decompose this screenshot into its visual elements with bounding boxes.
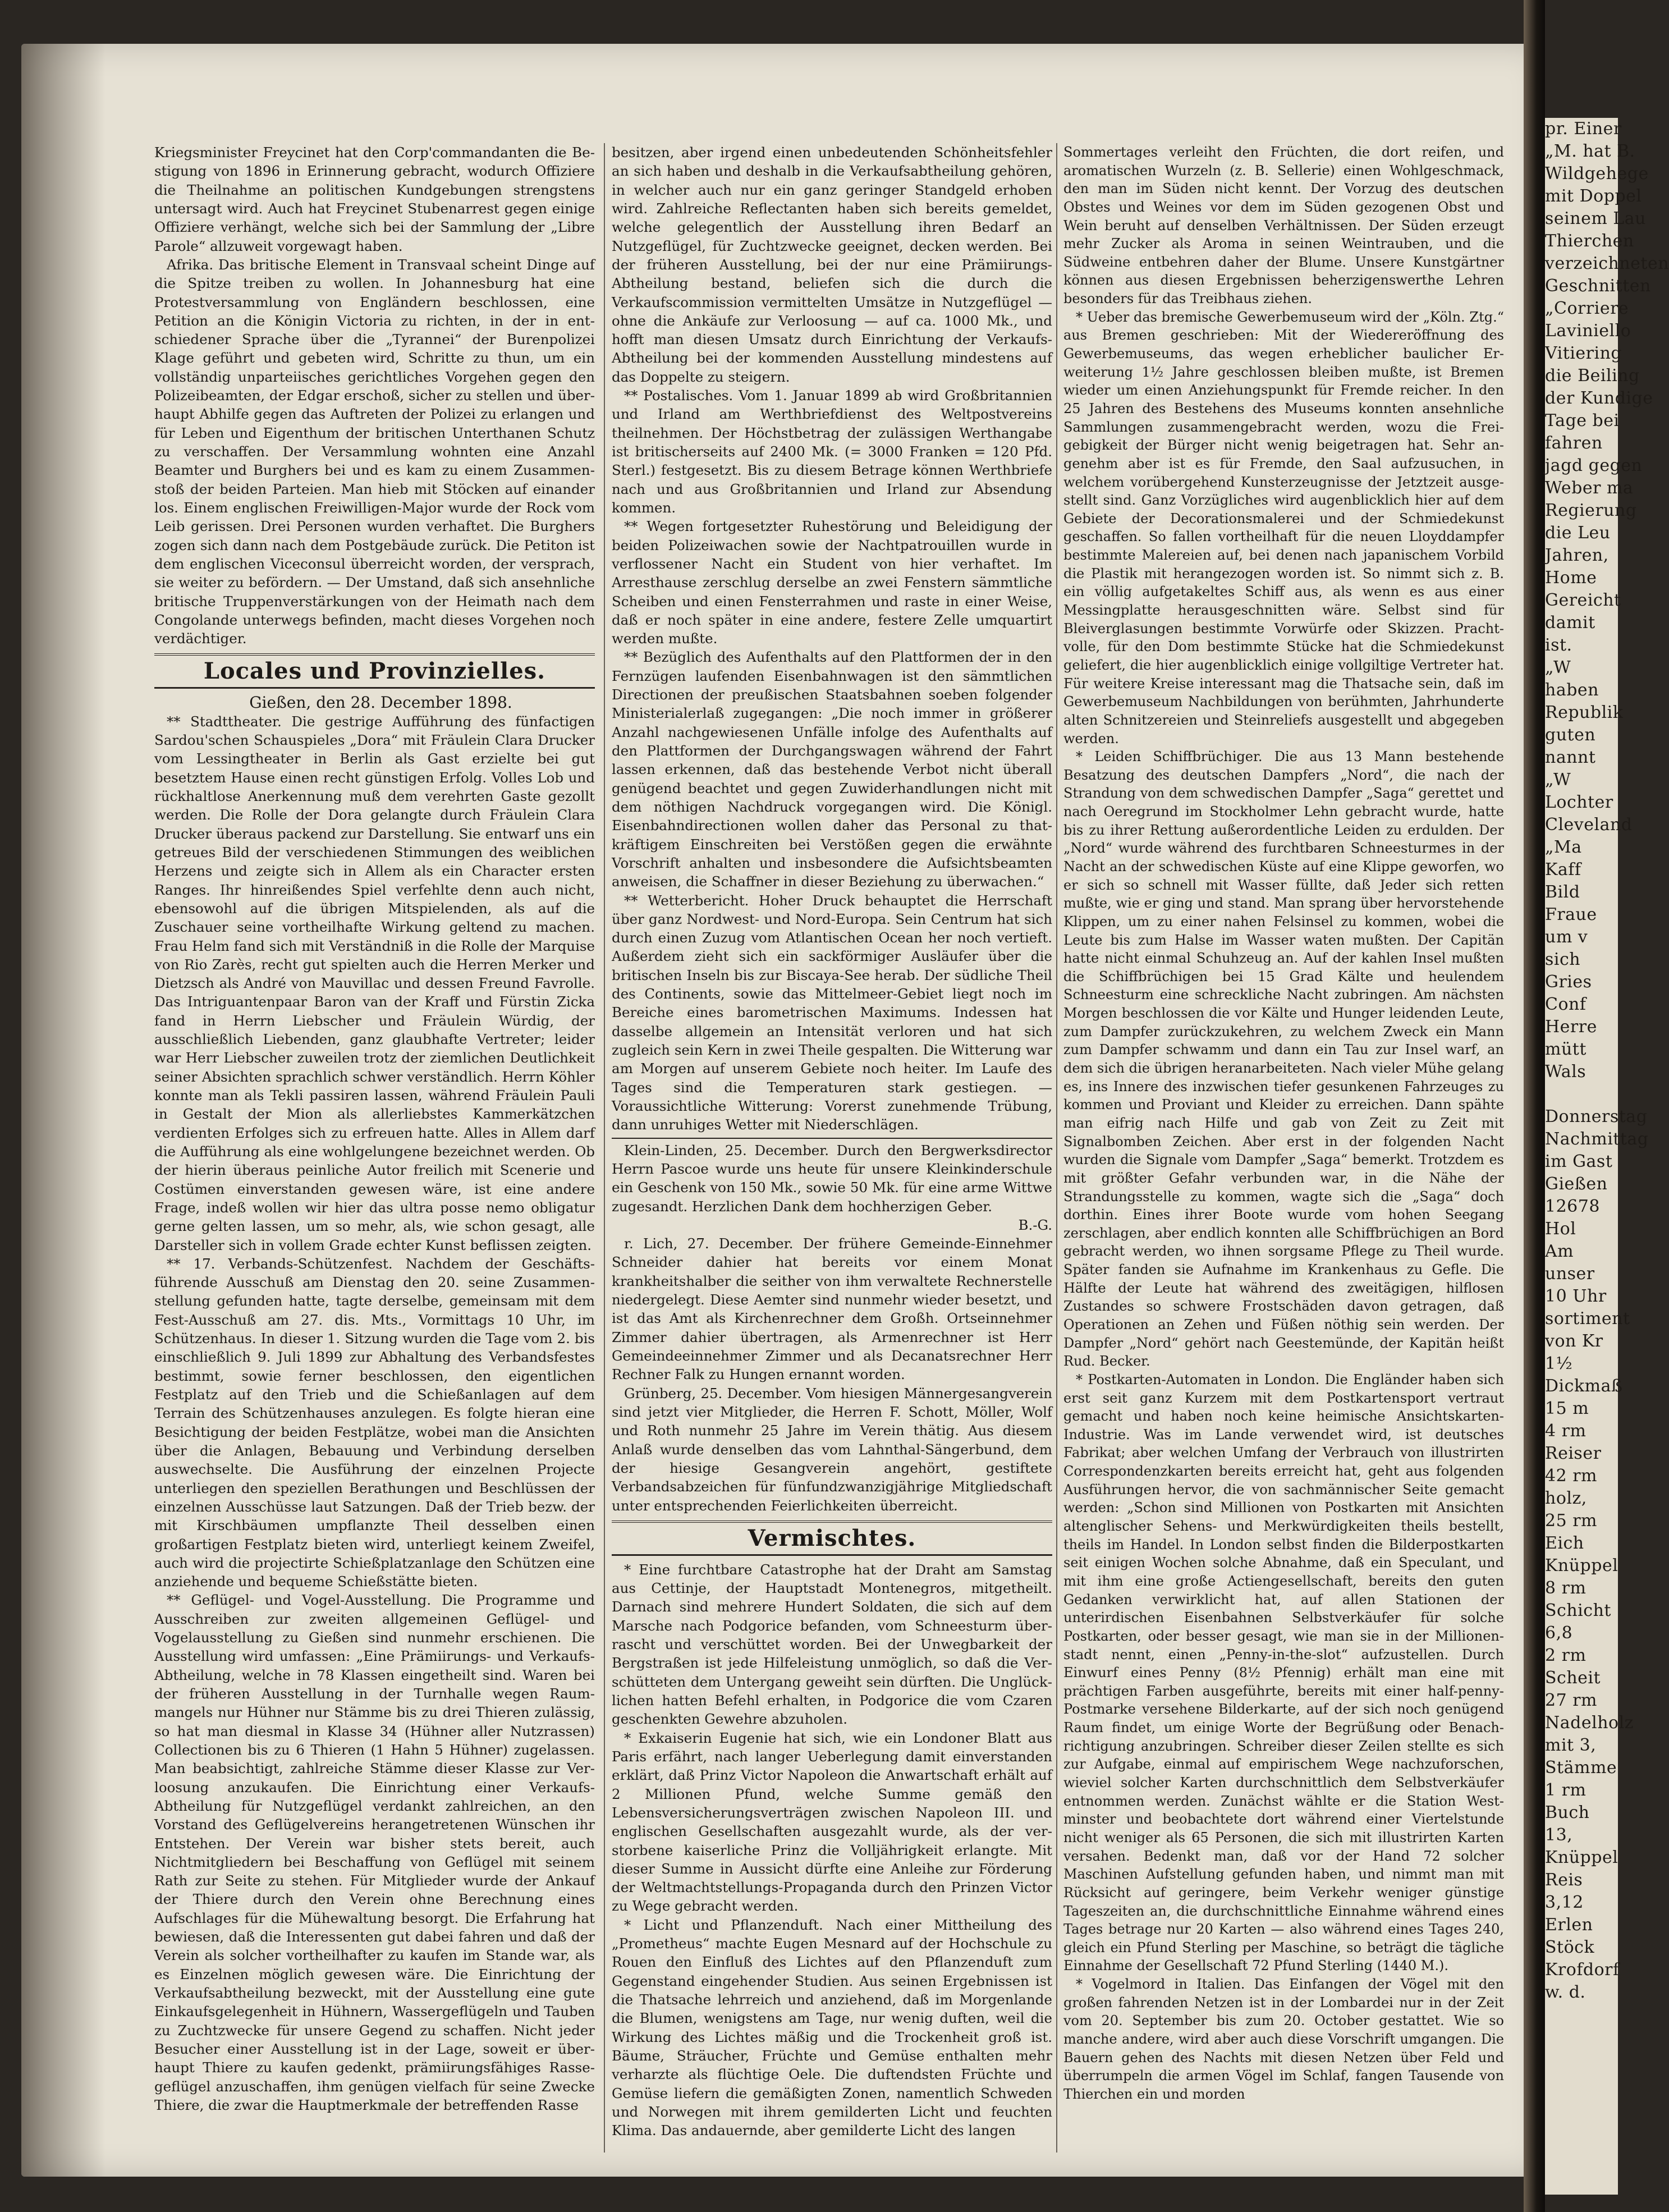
- facing-page-line: Reis: [1545, 1870, 1583, 1890]
- facing-page-line: 3,12: [1545, 1893, 1584, 1912]
- facing-page-line: 42 rm: [1545, 1466, 1597, 1486]
- facing-page-line: Am: [1545, 1242, 1574, 1261]
- facing-page-line: die Beiling: [1545, 366, 1640, 386]
- facing-page-line: fahren: [1545, 433, 1603, 453]
- article-freycinet: Kriegsminister Freycinet hat den Corp'commandanten die Bestigung von 1896 in Erinnerung gebracht, wodurch Offiziere die Theilnahme an politischen Kundgebungen strengstens untersagt wird. Auch hat Freycinet Stubenarrest gegen einige Offiziere verhängt, welche sich bei der Sammlung der „Libre Parole“ allzuweit vorgewagt haben.: [154, 144, 595, 254]
- facing-page-line: Schicht: [1545, 1601, 1611, 1620]
- facing-page-line: Bild: [1545, 882, 1580, 902]
- facing-page-line: Stöck: [1545, 1938, 1595, 1957]
- facing-page-line: Thierchen: [1545, 231, 1634, 251]
- facing-page-line: 1½: [1545, 1354, 1573, 1373]
- facing-page-line: „Corriere: [1545, 299, 1629, 318]
- section-heading-locales: Locales und Provinzielles.: [154, 653, 595, 689]
- article-ruhestoerung: ** Wegen fortgesetzter Ruhestörung und Beleidigung der beiden Polizeiwachen sowie der Nachtpatrouillen wurde in verflossener Nacht ein Student von hier verhaftet. Im Arresthause zerschlug derselbe an zwei Fenstern sämmtliche Scheiben und einen Fensterrahmen und raste in einer Weise, daß er noch später in eine andere, festere Zelle umquartirt werden mußte.: [612, 518, 1052, 647]
- article-pflanzenduft: * Licht und Pflanzenduft. Nach einer Mittheilung des „Prometheus“ machte Eugen Mesnard auf der Hochschule zu Rouen den Einfluß des Lichtes auf den Pflanzenduft zum Gegenstand eingehender Studien. Aus seinen Ergebnissen ist die Thatsache lehrreich und anziehend, daß im Morgenlande die Blumen, wenigstens am Tage, nur wenig duften, weil die Wirkung des Lichtes mäßig und die Trockenheit groß ist. Bäume, Sträucher, Früchte und Gemüse enthalten mehr verharzte als flüchtige Oele. Die duftendsten Früchte und Gemüse liefern die gemäßigten Zonen, namentlich Schweden und Norwegen mit ihrem gemilderten Licht und feuchten Klima. Das andauernde, aber gemilderte Licht des langen: [612, 1916, 1052, 2139]
- facing-page-line: Buch: [1545, 1803, 1590, 1822]
- facing-page-line: Republik: [1545, 703, 1624, 722]
- column-2: [612, 143, 1052, 2153]
- facing-page-line: nannt: [1545, 748, 1596, 767]
- facing-page-line: Tage bei: [1545, 411, 1620, 431]
- article-gruenberg: Grünberg, 25. December. Vom hiesigen Männergesangverein sind jetzt vier Mitglieder, die Herren F. Schott, Möller, Wolf und Roth nunmehr 25 Jahre im Verein thätig. Aus diesem Anlaß wurde denselben das vom Lahnthal-Sängerbund, dem der hiesige Gesangverein angehört, gestiftete Verbandsabzeichen für fünfundzwanzigjährige Mitgliedschaft unter entsprechenden Feierlichkeiten überreicht.: [612, 1385, 1052, 1514]
- facing-page-line: mit 3,: [1545, 1735, 1597, 1755]
- dateline-giessen: Gießen, den 28. December 1898.: [249, 693, 512, 712]
- article-stadttheater: ** Stadttheater. Die gestrige Aufführung des fünfactigen Sardou'schen Schauspieles „Dora“ mit Fräulein Clara Drucker vom Lessingtheater in Berlin als Gast erzielte bei gut besetztem Hause einen recht günstigen Erfolg. Volles Lob und rückhaltlose Anerkennung muß dem verehrten Gaste gezollt werden. Die Rolle der Dora gelangte durch Fräulein Clara Drucker überaus packend zur Darstellung. Sie entwarf uns ein getreues Bild der verschiedenen Stimmungen des weiblichen Herzens und zeigte sich in Allem als ein Character ersten Ranges. Ihr hinreißendes Spiel verfehlte denn auch nicht, ebensowohl auf die übrigen Mitspielenden, als auf die Zuschauer seine vortheilhafte Wirkung geltend zu machen. Frau Helm fand sich mit Verständniß in die Rolle der Marquise von Rio Zarès, recht gut spielten auch die Herren Merker und Dietzsch als André von Mauvillac und dessen Freund Favrolle. Das Intriguantenpaar Baron van der Kraff und Fürstin Zicka fand in Herrn Liebscher und Fräulein Würdig, der ausschließlich Liebenden, ganz glaubhafte Vertreter; leider war Herr Liebscher zuweilen trotz der ziemlichen Deutlichkeit seiner Absichten sprachlich schwer verständlich. Herrn Köhler konnte man als Tekli passiren lassen, während Fräulein Pauli in Gestalt der Mion als allerliebstes Kammerkätzchen verdienten Erfolges sich zu erfreuen hatte. Alles in Allem darf die Aufführung als eine wohlgelungene bezeichnet werden. Ob der hierin überaus peinliche Autor freilich mit Scenerie und Costümen einverstanden gewesen wäre, ist eine andere Frage, indeß wollen wir hier das ultra posse nemo obligatur gerne gelten lassen, um so mehr, als, wie schon gesagt, alle Darsteller sich in vollem Grade echter Kunst beflissen zeigten.: [154, 713, 595, 1253]
- article-postkarten: * Postkarten-Automaten in London. Die Engländer haben sich erst seit ganz Kurzem mit dem Postkartensport vertraut gemacht und haben noch keine heimische Ansichtskarten-Industrie. Was im Lande verwendet wird, ist deutsches Fabrikat; aber welchen Umfang der Verbrauch von illustrirten Correspondenzkarten bereits erreicht hat, geht aus folgenden Ausführungen hervor, die von sachmännischer Seite gemacht werden: „Schon sind Millionen von Postkarten mit Ansichten altenglischer Sehens- und Merkwürdigkeiten theils bestellt, theils im Handel. In London selbst finden die Bilderpostkarten seit einigen Wochen solche Abnahme, daß ein Speculant, und mit ihm eine große Actiengesellschaft, bereits den guten Gedanken verwirklicht hat, auf allen Stationen der unterirdischen Eisenbahnen Selbstverkäufer für solche Postkarten, oder besser gesagt, wie man sie in der Millionenstadt nennt, einen „Penny-in-the-slot“ aufzustellen. Durch Einwurf eines Penny (8½ Pfennig) erhält man eine mit prächtigen Farben ausgeführte, bereits mit einer half-penny-Postmarke versehene Bilderkarte, auf der sich noch genügend Raum findet, um einige Worte der Begrüßung oder Benachrichtigung anzubringen. Schreiber dieser Zeilen stellte es sich zur Aufgabe, einmal auf empirischem Wege nachzuforschen, wieviel solcher Karten durchschnittlich dem Selbstverkäufer entnommen werden. Zunächst wählte er die Station Westminster und beobachtete dort während einer Viertelstunde nicht weniger als 65 Personen, die sich mit illustrirten Karten versahen. Bedenkt man, daß vor der Hand 72 solcher Maschinen Aufstellung gefunden haben, und nimmt man mit Rücksicht auf geringere, beim Verkehr weniger günstige Tageszeiten an, die durchschnittliche Einnahme während eines Tages betrage nur 20 Karten — also während eines Tages 240, gleich ein Pfund Sterling per Maschine, so beträgt die tägliche Einnahme der Gesellschaft 72 Pfund Sterling (1440 M.).: [1063, 1371, 1504, 1974]
- facing-page-line: Herre: [1545, 1017, 1597, 1037]
- book-gutter: [1524, 0, 1545, 2212]
- facing-page-line: Jahren,: [1545, 546, 1609, 565]
- article-klein-linden: Klein-Linden, 25. December. Durch den Bergwerksdirector Herrn Pascoe wurde uns heute für unsere Kleinkinderschule ein Geschenk von 150 Mk., sowie 50 Mk. für eine arme Wittwe zugesandt. Herzlichen Dank dem hochherzigen Geber.: [612, 1142, 1052, 1215]
- facing-page-line: Eich: [1545, 1533, 1584, 1553]
- facing-page-line: Fraue: [1545, 905, 1597, 924]
- article-gewerbemuseum: * Ueber das bremische Gewerbemuseum wird der „Köln. Ztg.“ aus Bremen geschrieben: Mit der Wiedereröffnung des Gewerbemuseums, das wegen erheblicher baulicher Erweiterung 1½ Jahre geschlossen bleiben mußte, ist Bremen wieder um einen Anziehungspunkt für Fremde reicher. In den 25 Jahren des Bestehens des Museums konnten ansehnliche Sammlungen zusammengebracht werden, wozu die Freigebigkeit der Bürger nicht wenig beigetragen hat. Sehr angenehm aber ist es für Fremde, den Saal aufzusuchen, in welchem vorübergehend Kunsterzeugnisse der Jetztzeit ausgestellt sind. Ganz Vorzügliches wird augenblicklich hier auf dem Gebiete der Decorationsmalerei und der Schmiedekunst geschaffen. So fallen vortheilhaft für die neuen Lloyddampfer bestimmte Malereien auf, bei denen nach japanischem Vorbild die Plastik mit herangezogen worden ist. So nimmt sich z. B. ein völlig aufgetakeltes Schiff aus, als wenn es aus einer Messingplatte herausgeschnitten wäre. Selbst sind für Bleiverglasungen bestimmte Vorwürfe oder Skizzen. Prachtvolle, für den Dom bestimmte Stücke hat die Schmiedekunst geliefert, die hier augenblicklich einige vollgiltige Vertreter hat. Für weitere Kreise interessant mag die Thatsache sein, daß im Gewerbemuseum Nachbildungen von berühmten, Jahrhunderte alten Schnitzereien und Steinreliefs ausgestellt und abgegeben werden.: [1063, 309, 1504, 747]
- facing-page-line: 12678: [1545, 1197, 1600, 1216]
- article-wetterbericht: ** Wetterbericht. Hoher Druck behauptet die Herrschaft über ganz Nordwest- und Nord-Europa. Sein Centrum hat sich durch einen Zuzug vom Atlantischen Ocean her noch vertieft. Außerdem zieht sich ein sackförmiger Ausläufer über die britischen Inseln bis zur Biscaya-See herab. Der südliche Theil des Continents, sowie das Mittelmeer-Gebiet liegt noch im Bereiche eines barometrischen Maximums. Indessen hat dasselbe allgemein an Intensität verloren und hat sich zugleich sein Kern in zwei Theile gespalten. Die Witterung war am Morgen auf unserem Gebiete noch heiter. Im Laufe des Tages sind die Temperaturen stark gestiegen. — Voraussichtliche Witterung: Vorerst zunehmende Trübung, dann unruhiges Wetter mit Niederschlägen.: [612, 892, 1052, 1133]
- article-schiffbruechige: * Leiden Schiffbrüchiger. Die aus 13 Mann bestehende Besatzung des deutschen Dampfers „Nord“, die nach der Strandung von dem schwedischen Dampfer „Saga“ gerettet und nach Oeregrund im Stockholmer Lehn gebracht wurde, hatte bis zu ihrer Rettung außerordentliche Leiden zu erdulden. Der „Nord“ wurde während des furchtbaren Schneesturmes in der Nacht an der schwedischen Küste auf eine Klippe geworfen, wo er sich so schnell mit Wasser füllte, daß Jeder sich retten mußte, wie er ging und stand. Man sprang über hervorstehende Klippen, um zu einer nahen Felsinsel zu kommen, wobei die Leute bis zum Halse im Wasser waten mußten. Der Capitän hatte nicht einmal Schuhzeug an. Auf der kahlen Insel mußten die Schiffbrüchigen bei 15 Grad Kälte und heulendem Schneesturm eine schreckliche Nacht zubringen. Am nächsten Morgen beschlossen die vor Kälte und Hunger leidenden Leute, zum Dampfer zurückzukehren, zu welchem Zweck ein Mann zum Dampfer schwamm und dann ein Tau zur Insel warf, an dem sich die übrigen heranarbeiteten. Nach vieler Mühe gelang es, ins Innere des inzwischen tiefer gesunkenen Fahrzeuges zu kommen und Proviant und Kleider zu erreichen. Dann spähte man eifrig nach Hilfe und gab von Zeit zu Zeit mit Signalbomben Zeichen. Aber erst in der folgenden Nacht wurden die Signale vom Dampfer „Saga“ bemerkt. Trotzdem es mit größter Gefahr verbunden war, in die Nähe der Strandungsstelle zu kommen, wagte sich die „Saga“ doch dorthin. Eines ihrer Boote wurde vom hohen Seegang zerschlagen, aber endlich konnten alle Schiffbrüchigen an Bord gebracht werden, wo ihnen sorgsame Pflege zu Theil wurde. Später fanden sie Aufnahme im Krankenhaus zu Gefle. Die Hälfte der Leute hat während des zweitägigen, hilflosen Zustandes so schwere Frostschäden davon getragen, daß Operationen an Zehen und Füßen nöthig sein werden. Der Dampfer „Nord“ gehört nach Geestemünde, der Kapitän heißt Rud. Becker.: [1063, 749, 1504, 1370]
- facing-page-line: 1 rm: [1545, 1780, 1587, 1800]
- facing-page-line: w. d.: [1545, 1982, 1586, 2002]
- facing-page-line: Lochter: [1545, 793, 1613, 812]
- facing-page-line: Kaff: [1545, 860, 1581, 880]
- facing-page-line: 13,: [1545, 1825, 1573, 1845]
- facing-page-line: Krofdorf: [1545, 1960, 1620, 1980]
- facing-page-line: 15 m: [1545, 1399, 1589, 1418]
- facing-page-line: haben: [1545, 680, 1599, 700]
- facing-page-line: Reiser: [1545, 1444, 1602, 1463]
- facing-page-line: guten: [1545, 725, 1596, 745]
- signature: B.-G.: [1018, 1216, 1052, 1233]
- facing-page-line: Nadelholz: [1545, 1713, 1634, 1733]
- article-eugenie: * Exkaiserin Eugenie hat sich, wie ein Londoner Blatt aus Paris erfährt, nach langer Ueberlegung damit einverstanden erklärt, daß Prinz Victor Napoleon die Anwartschaft erhält auf 2 Millionen Pfund, welche Summe gemäß den Lebensversicherungsverträgen zwischen Napoleon III. und englischen Gesellschaften ausgezahlt wurde, als der verstorbene kaiserliche Prinz die Volljährigkeit erlangte. Mit dieser Summe in Aussicht dürfte eine Anleihe zur Förderung der Weltmachtstellungs-Propaganda durch den Prinzen Victor zu Wege gebracht werden.: [612, 1729, 1052, 1915]
- facing-page-line: 8 rm: [1545, 1578, 1587, 1598]
- facing-page-line: Conf: [1545, 995, 1587, 1014]
- article-postalisches: ** Postalisches. Vom 1. Januar 1899 ab wird Großbritannien und Irland am Werthbriefdienst des Weltpostvereins theilnehmen. Der Höchstbetrag der zulässigen Werthangabe ist britischerseits auf 2400 Mk. (= 3000 Franken = 120 Pfd. Sterl.) festgesetzt. Bis zu diesem Betrage können Werthbriefe nach und aus Großbritannien und Irland zur Absendung kommen.: [612, 387, 1052, 516]
- facing-page-line: „Ma: [1545, 837, 1582, 857]
- facing-page-line: die Leu: [1545, 523, 1611, 543]
- article-vogelmord: * Vogelmord in Italien. Das Einfangen der Vögel mit den großen fahrenden Netzen ist in der Lombardei nur in der Zeit vom 20. September bis zum 20. October gestattet. Wie so manche andere, wird aber auch diese Vorschrift umgangen. Die Bauern gehen des Nachts mit diesen Netzen über Feld und überrumpeln die armen Vögel im Schlaf, fangen Tausende von Thierchen ein und morden: [1063, 1976, 1504, 2102]
- facing-page-line: pr. Einer: [1545, 119, 1622, 139]
- facing-page-line: jagd gegen: [1545, 456, 1643, 475]
- article-catastrophe: * Eine furchtbare Catastrophe hat der Draht am Samstag aus Cettinje, der Hauptstadt Montenegros, mitgetheilt. Darnach sind mehrere Hundert Soldaten, die sich auf dem Marsche nach Podgorice befanden, vom Schneesturm überrascht und verschüttet worden. Bei der Unwegbarkeit der Bergstraßen ist jede Hilfeleistung unmöglich, so daß die Verschütteten dem Untergang geweiht sein dürften. Die Unglücklichen hatten Befehl erhalten, in Podgorice die vom Czaren geschenkten Gewehre abzuholen.: [612, 1561, 1052, 1728]
- facing-page-line: Gereicht: [1545, 590, 1621, 610]
- article-lich: r. Lich, 27. December. Der frühere Gemeinde-Einnehmer Schneider dahier hat bereits vor einem Monat krankheitshalber die seither von ihm verwaltete Rechnerstelle niedergelegt. Diese Aemter sind nunmehr wieder besetzt, und ist das Amt als Kirchenrechner dem Großh. Ortseinnehmer Zimmer dahier übertragen, als Armenrechner ist Herr Gemeindeeinnehmer Zimmer und als Decanatsrechner Herr Rechner Falk zu Hungen ernannt worden.: [612, 1235, 1052, 1383]
- facing-page-line: von Kr: [1545, 1331, 1603, 1351]
- facing-page-line: Hol: [1545, 1219, 1576, 1239]
- facing-page-line: 6,8: [1545, 1623, 1573, 1643]
- facing-page-line: Cleveland: [1545, 815, 1633, 835]
- facing-page-line: Wals: [1545, 1062, 1587, 1082]
- column-1: [154, 143, 595, 2153]
- facing-page-line: Knüppel: [1545, 1848, 1618, 1867]
- article-schuetzenfest: ** 17. Verbands-Schützenfest. Nachdem der Geschäftsführende Ausschuß am Dienstag den 20. seine Zusammenstellung gefunden hatte, tagte derselbe, gemeinsam mit dem Fest-Ausschuß am 27. dis. Mts., Vormittags 10 Uhr, im Schützenhaus. In dieser 1. Sitzung wurden die Tage vom 2. bis einschließlich 9. Juli 1899 zur Abhaltung des Verbandsfestes bestimmt, sowie ferner beschlossen, den eigentlichen Festplatz auf den Trieb und die Schießanlagen auf dem Terrain des Schützenhauses anzulegen. Es folgte hieran eine Besichtigung der beiden Festplätze, wobei man die Ansichten über die Anlagen, Bebauung und Verbindung derselben auswechselte. Die Ausführung der einzelnen Projecte unterliegen den speziellen Berathungen und Beschlüssen der einzelnen Ausschüsse laut Satzungen. Daß der Trieb bezw. der mit Kirschbäumen umpflanzte Theil desselben einen großartigen Festplatz bieten wird, unterliegt keinem Zweifel, auch wird die projectirte Schießplatzanlage den Schützen eine anziehende und bequeme Schießstätte bieten.: [154, 1255, 595, 1590]
- facing-page-line: mütt: [1545, 1039, 1587, 1059]
- facing-page-fragment: [1545, 118, 1669, 2195]
- facing-page-line: mit Doppel: [1545, 186, 1642, 206]
- facing-page-line: ist.: [1545, 635, 1572, 655]
- facing-page-line: Laviniello: [1545, 321, 1631, 341]
- facing-page-line: „W: [1545, 770, 1571, 790]
- facing-page-line: der Kundige: [1545, 388, 1653, 408]
- article-gefluegel: ** Geflügel- und Vogel-Ausstellung. Die Programme und Ausschreiben zur zweiten allgemeinen Geflügel- und Vogelausstellung zu Gießen sind nunmehr erschienen. Die Ausstellung wird umfassen: „Eine Prämiirungs- und Verkaufs-Abtheilung, welche in 78 Klassen eingetheilt sind. Waren bei der früheren Ausstellung in der Turnhalle wegen Raummangels nur Hühner nur Stämme bis zu drei Thieren zulässig, so hat man diesmal in Klasse 34 (Hühner aller Nutzrassen) Collectionen bis zu 6 Thieren (1 Hahn 5 Hühner) zugelassen. Man beabsichtigt, zahlreiche Stämme dieser Klasse zur Verloosung anzukaufen. Die Einrichtung einer Verkaufs-Abtheilung für Nutzgeflügel verdankt zahlreichen, an den Vorstand des Geflügelvereins herangetretenen Wünschen ihr Entstehen. Der Verein war bisher stets bereit, auch Nichtmitgliedern bei Beschaffung von Geflügel mit seinem Rath zur Seite zu stehen. Für Mitglieder wurde der Ankauf der Thiere durch den Verein ohne Berechnung eines Aufschlages für die Mühewaltung besorgt. Die Erfahrung hat bewiesen, daß die Interessenten gut dabei fahren und daß der Verein als solcher vortheilhafter zu kaufen im Stande war, als es Einzelnen möglich gewesen wäre. Die Einrichtung der Verkaufsabtheilung bezweckt, mit der Ausstellung eine gute Einkaufsgelegenheit in Hühnern, Wassergeflügeln und Tauben zu Zuchtzwecke für unsere Gegend zu schaffen. Nicht jeder Besucher einer Ausstellung ist in der Lage, soweit er überhaupt Thiere zu kaufen gedenkt, prämiirungsfähiges Rassegeflügel anzuschaffen, ihm genügen vielfach für seine Zwecke Thiere, die zwar die Hauptmerkmale der betreffenden Rasse: [154, 1592, 595, 2113]
- facing-page-line: „W: [1545, 658, 1571, 677]
- facing-page-line: im Gast: [1545, 1152, 1613, 1171]
- facing-page-line: sich: [1545, 950, 1581, 969]
- facing-page-line: [1545, 1083, 1618, 1106]
- facing-page-line: seinem Lau: [1545, 209, 1646, 228]
- facing-page-line: Donnerstag: [1545, 1107, 1648, 1126]
- facing-page-line: damit: [1545, 613, 1595, 633]
- facing-page-line: Knüppel: [1545, 1556, 1618, 1576]
- facing-page-line: Regierung: [1545, 501, 1637, 520]
- facing-page-line: Weber ma: [1545, 478, 1634, 498]
- facing-page-line: Wildgehege: [1545, 164, 1649, 184]
- facing-page-line: Home: [1545, 568, 1597, 588]
- facing-page-line: „M. hat B.: [1545, 141, 1635, 161]
- facing-page-line: 2 rm: [1545, 1646, 1587, 1665]
- facing-page-line: Gießen: [1545, 1174, 1608, 1194]
- article-afrika: Afrika. Das britische Element in Transvaal scheint Dinge auf die Spitze treiben zu wollen. In Johannesburg hat eine Protestversammlung von Engländern beschlossen, eine Petition an die Königin Victoria zu richten, in der in entschiedener Sprache über die „Tyrannei“ der Burenpolizei Klage geführt und gebeten wird, Schritte zu thun, um ein vollständig unparteiisches gerichtliches Vorgehen gegen den Polizeibeamten, der Edgar erschoß, sicher zu stellen und überhaupt Abhilfe gegen das Auftreten der Polizei zu erlangen und für Leben und Eigenthum der britischen Unterthanen Schutz zu verschaffen. Der Versammlung wohnten eine Anzahl Beamter und Burghers bei und es kam zu einem Zusammenstoß der beiden Parteien. Man hieb mit Stöcken auf einander los. Einem englischen Freiwilligen-Major wurde der Rock vom Leib gerissen. Drei Personen wurden verhaftet. Die Burghers zogen sich dann nach dem Postgebäude zurück. Die Petiton ist dem englischen Viceconsul überreicht worden, der versprach, sie weiter zu befördern. — Der Umstand, daß sich ansehnliche britische Truppenverstärkungen von der Heimath nach dem Congolande unterwegs befinden, macht dieses Vorgehen noch verdächtiger.: [154, 256, 595, 647]
- facing-page-line: Vitiering: [1545, 344, 1622, 363]
- facing-page-line: Gries: [1545, 972, 1592, 992]
- facing-page-line: unser: [1545, 1264, 1595, 1284]
- facing-page-line: verzeichneten: [1545, 254, 1669, 273]
- column-3: [1063, 143, 1504, 2153]
- facing-page-line: Scheit: [1545, 1668, 1601, 1688]
- page-binding-shadow: [21, 44, 106, 2177]
- facing-page-line: holz,: [1545, 1489, 1587, 1508]
- article-gefluegel-cont: besitzen, aber irgend einen unbedeutenden Schönheitsfehler an sich haben und deshalb in die Verkaufsabtheilung gehören, in welcher auch nur ein ganz geringer Standgeld erhoben wird. Zahlreiche Reflectanten haben sich bereits gemeldet, welche gelegentlich der Ausstellung ihren Bedarf an Nutzgeflügel, für Zuchtzwecke geeignet, decken werden. Bei der früheren Ausstellung, bei der nur eine Prämiirungs-Abtheilung bestand, beliefen sich die durch die Verkaufscommission vermittelten Umsätze in Nutzgeflügel — ohne die Ankäufe zur Verloosung — auf ca. 1000 Mk., und hofft man diesen Umsatz durch Einrichtung der Verkaufs-Abtheilung bei der kommenden Ausstellung mindestens auf das Doppelte zu steigern.: [612, 144, 1052, 385]
- facing-page-line: Dickmaß: [1545, 1376, 1623, 1396]
- facing-page-line: um v: [1545, 927, 1588, 947]
- facing-page-line: Nachmittag: [1545, 1129, 1649, 1149]
- article-pflanzenduft-cont: Sommertages verleiht den Früchten, die dort reifen, und aromatischen Wurzeln (z. B. Sellerie) einen Wohlgeschmack, den man im Süden nicht kennt. Der Vorzug des deutschen Obstes und Weines vor dem im Süden gezogenen Obst und Wein beruht auf denselben Verhältnissen. Der Süden erzeugt mehr Zucker als Aroma in seinen Weintrauben, und die Südweine entbehren daher der Blume. Unsere Kunstgärtner können aus diesen Ergebnissen beherzigenswerthe Lehren besonders für das Treibhaus ziehen.: [1063, 144, 1504, 307]
- article-divider: [612, 1138, 1052, 1139]
- facing-page-line: 27 rm: [1545, 1691, 1597, 1710]
- article-plattformen: ** Bezüglich des Aufenthalts auf den Plattformen der in den Fernzügen laufenden Eisenbahnwagen ist den sämmtlichen Directionen der preußischen Staatsbahnen soeben folgender Ministerialerlaß zugegangen: „Die noch immer in größerer Anzahl nachgewiesenen Unfälle infolge des Aufenthalts auf den Plattformen der Durchgangswagen während der Fahrt lassen erkennen, daß das bestehende Verbot nicht überall genügend beachtet und gegen Zuwiderhandlungen nicht mit dem nöthigen Nachdruck vorgegangen wird. Die Königl. Eisenbahndirectionen wollen daher das Personal zu thatkräftigem Einschreiten bei Verstößen gegen die erwähnte Vorschrift anhalten und insbesondere die Aufsichtsbeamten anweisen, die Schaffner in dieser Beziehung zu überwachen.“: [612, 649, 1052, 890]
- facing-page-line: 25 rm: [1545, 1511, 1597, 1531]
- facing-page-line: sortiment: [1545, 1309, 1630, 1329]
- column-divider: [604, 143, 605, 2153]
- facing-page-line: Erlen: [1545, 1915, 1593, 1935]
- column-divider: [1056, 143, 1057, 2153]
- facing-page-line: 4 rm: [1545, 1421, 1587, 1441]
- facing-page-line: Stämme: [1545, 1758, 1617, 1778]
- section-heading-vermischtes: Vermischtes.: [612, 1521, 1052, 1556]
- facing-page-line: 10 Uhr: [1545, 1286, 1607, 1306]
- facing-page-line: Geschnitten: [1545, 276, 1651, 296]
